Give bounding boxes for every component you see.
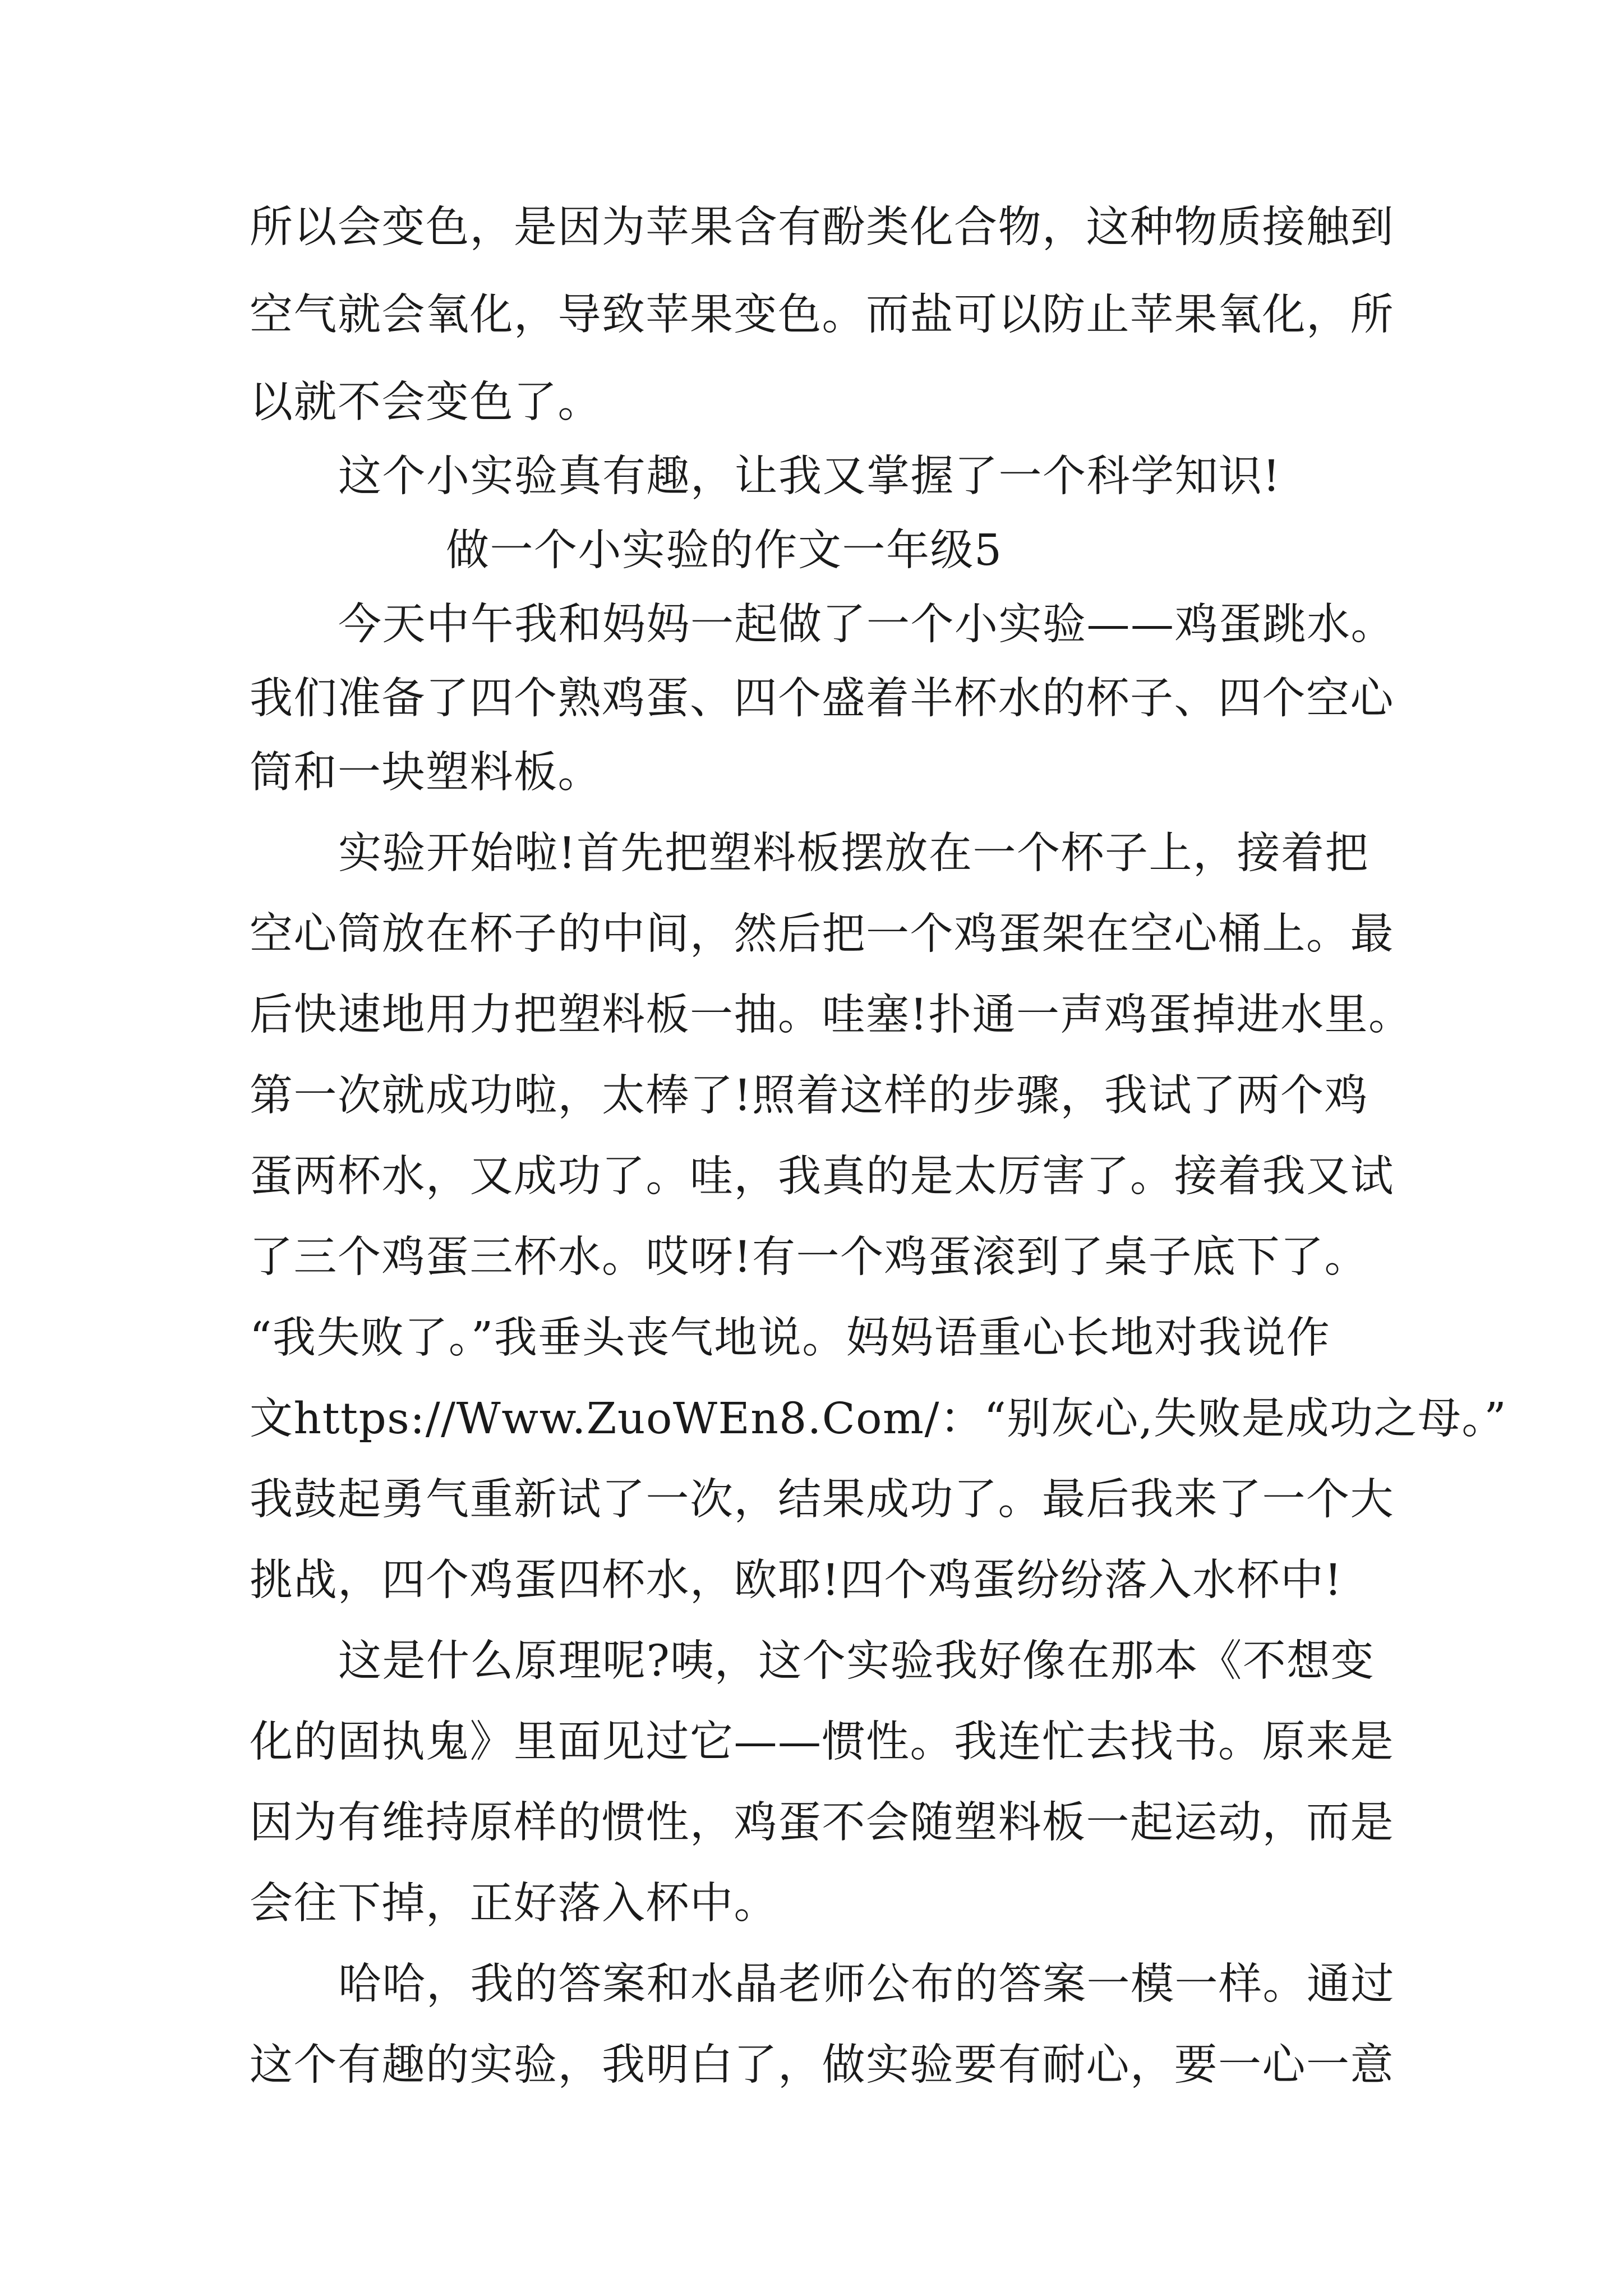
section-title: 做一个小实验的作文一年级5 [446, 526, 1003, 576]
text-line: 了三个鸡蛋三杯水。哎呀!有一个鸡蛋滚到了桌子底下了。 [250, 1232, 1368, 1282]
text-line: 今天中午我和妈妈一起做了一个小实验——鸡蛋跳水。 [338, 600, 1395, 650]
text-line: 哈哈，我的答案和水晶老师公布的答案一模一样。通过 [338, 1959, 1395, 2009]
text-line: 这个有趣的实验，我明白了，做实验要有耐心，要一心一意 [250, 2040, 1394, 2090]
text-line: 化的固执鬼》里面见过它——惯性。我连忙去找书。原来是 [250, 1717, 1394, 1767]
text-line: 这是什么原理呢?咦，这个实验我好像在那本《不想变 [338, 1636, 1375, 1686]
text-line: 筒和一块塑料板。 [250, 748, 602, 798]
text-line: 会往下掉，正好落入杯中。 [250, 1879, 778, 1929]
text-line: 蛋两杯水，又成功了。哇，我真的是太厉害了。接着我又试 [250, 1152, 1394, 1202]
text-line: 空气就会氧化，导致苹果变色。而盐可以防止苹果氧化，所 [250, 290, 1394, 340]
text-line: 所以会变色，是因为苹果含有酚类化合物，这种物质接触到 [250, 203, 1394, 252]
text-line: 第一次就成功啦，太棒了!照着这样的步骤，我试了两个鸡 [250, 1071, 1368, 1121]
text-line: 实验开始啦!首先把塑料板摆放在一个杯子上，接着把 [338, 829, 1369, 878]
text-line: 空心筒放在杯子的中间，然后把一个鸡蛋架在空心桶上。最 [250, 909, 1394, 959]
text-line: 挑战，四个鸡蛋四杯水，欧耶!四个鸡蛋纷纷落入水杯中! [250, 1556, 1343, 1605]
text-line: 因为有维持原样的惯性，鸡蛋不会随塑料板一起运动，而是 [250, 1798, 1394, 1848]
text-line: 以就不会变色了。 [250, 378, 602, 427]
text-line: 我们准备了四个熟鸡蛋、四个盛着半杯水的杯子、四个空心 [250, 674, 1394, 724]
text-line: “我失败了。”我垂头丧气地说。妈妈语重心长地对我说作 [250, 1313, 1331, 1363]
text-line: 后快速地用力把塑料板一抽。哇塞!扑通一声鸡蛋掉进水里。 [250, 990, 1413, 1040]
text-line: 文https://Www.ZuoWEn8.Com/：“别灰心,失败是成功之母。” [250, 1394, 1507, 1444]
text-line: 这个小实验真有趣，让我又掌握了一个科学知识! [338, 452, 1281, 501]
text-line: 我鼓起勇气重新试了一次，结果成功了。最后我来了一个大 [250, 1475, 1394, 1525]
